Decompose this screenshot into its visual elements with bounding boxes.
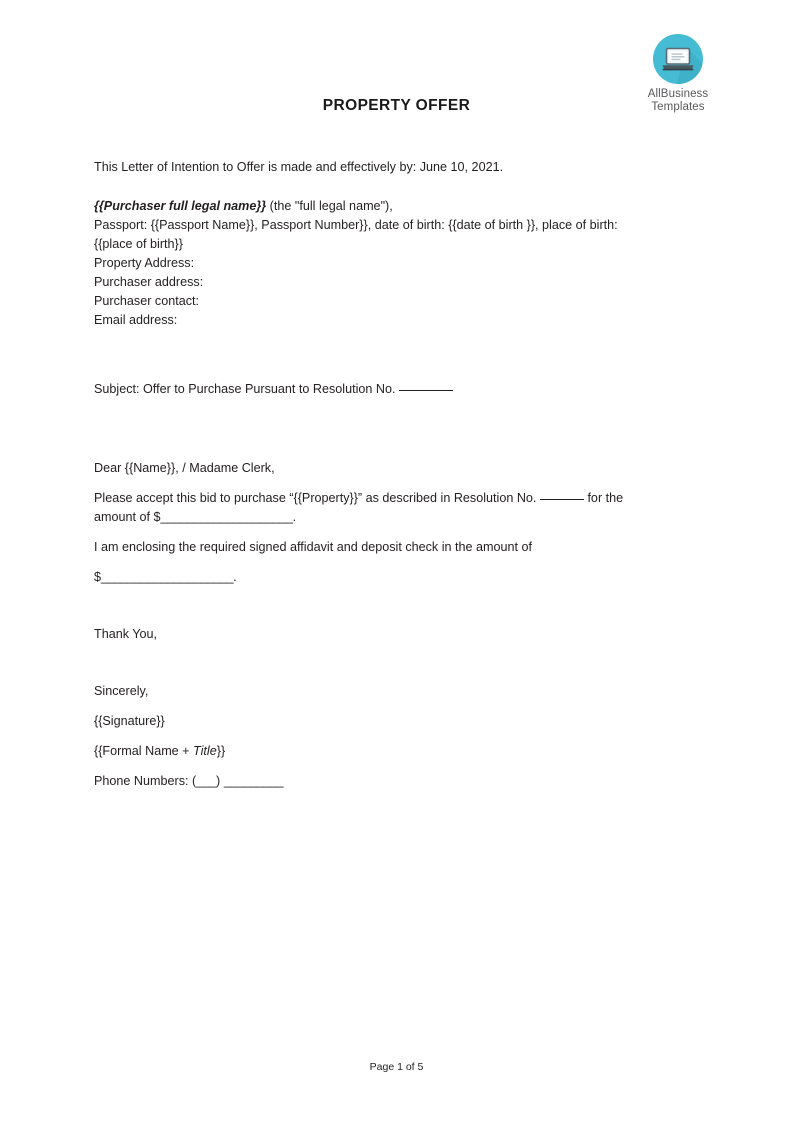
laptop-icon	[652, 33, 704, 85]
spacer	[94, 587, 664, 625]
phone-area-blank: ___	[196, 774, 217, 788]
enclosing-amount-end: .	[233, 570, 237, 584]
purchaser-name-suffix: (the "full legal name"),	[266, 199, 393, 213]
spacer	[94, 731, 664, 742]
purchaser-contact-line: Purchaser contact:	[94, 294, 199, 308]
signature-line: {{Signature}}	[94, 714, 165, 728]
email-address-line: Email address:	[94, 313, 178, 327]
bid-text-end: .	[292, 510, 297, 524]
spacer	[94, 644, 664, 682]
spacer	[94, 527, 664, 538]
place-of-birth-line: {{place of birth}}	[94, 237, 183, 251]
formal-name-prefix: {{Formal Name +	[94, 744, 194, 758]
formal-name-suffix: }}	[216, 744, 226, 758]
phone-number-blank: _________	[223, 774, 284, 788]
enclosing-amount-prefix: $	[94, 570, 102, 584]
passport-line: Passport: {{Passport Name}}, Passport Number}}, date of birth: {{date of birth }}, place of birth:	[94, 218, 618, 232]
thanks-line: Thank You,	[94, 627, 158, 641]
enclosing-amount-line	[94, 568, 664, 587]
formal-name-line	[94, 742, 664, 761]
purchaser-name-token: {{Purchaser full legal name}}	[94, 199, 267, 213]
spacer	[94, 330, 664, 380]
phone-numbers-line	[94, 772, 664, 791]
sincerely-line: Sincerely,	[94, 684, 149, 698]
property-address-line: Property Address:	[94, 256, 195, 270]
formal-name-title: Title	[193, 744, 217, 758]
bid-resolution-blank	[540, 499, 584, 500]
footer-page-number: Page 1 of 5	[369, 1061, 424, 1073]
spacer	[94, 177, 664, 197]
bid-text-part1: Please accept this bid to purchase “{{Property}}” as described in Resolution No.	[94, 491, 537, 505]
letter-body	[94, 158, 664, 791]
salutation-line: Dear {{Name}}, / Madame Clerk,	[94, 461, 275, 475]
subject-line	[94, 380, 664, 399]
page-title: PROPERTY OFFER	[322, 97, 471, 114]
subject-label: Subject: Offer to Purchase Pursuant to Resolution No.	[94, 382, 396, 396]
phone-mid: )	[216, 774, 224, 788]
phone-prefix: Phone Numbers: (	[94, 774, 197, 788]
bid-amount-blank: ____________________	[160, 510, 293, 524]
spacer	[94, 557, 664, 568]
purchaser-name-line	[94, 197, 664, 216]
spacer	[94, 478, 664, 489]
logo-text-line1: AllBusiness	[647, 88, 709, 100]
logo-text-line2: Templates	[651, 101, 705, 113]
purchaser-address-line: Purchaser address:	[94, 275, 204, 289]
bid-text-part2: for the amount of $	[94, 491, 624, 524]
enclosing-paragraph: I am enclosing the required signed affidavit and deposit check in the amount of	[94, 540, 533, 554]
enclosing-amount-blank: ____________________	[101, 570, 234, 584]
spacer	[94, 701, 664, 712]
spacer	[94, 761, 664, 772]
bid-paragraph	[94, 489, 664, 527]
spacer	[94, 399, 664, 459]
subject-resolution-blank	[399, 390, 453, 391]
intro-paragraph: This Letter of Intention to Offer is made and effectively by: June 10, 2021.	[94, 160, 504, 174]
